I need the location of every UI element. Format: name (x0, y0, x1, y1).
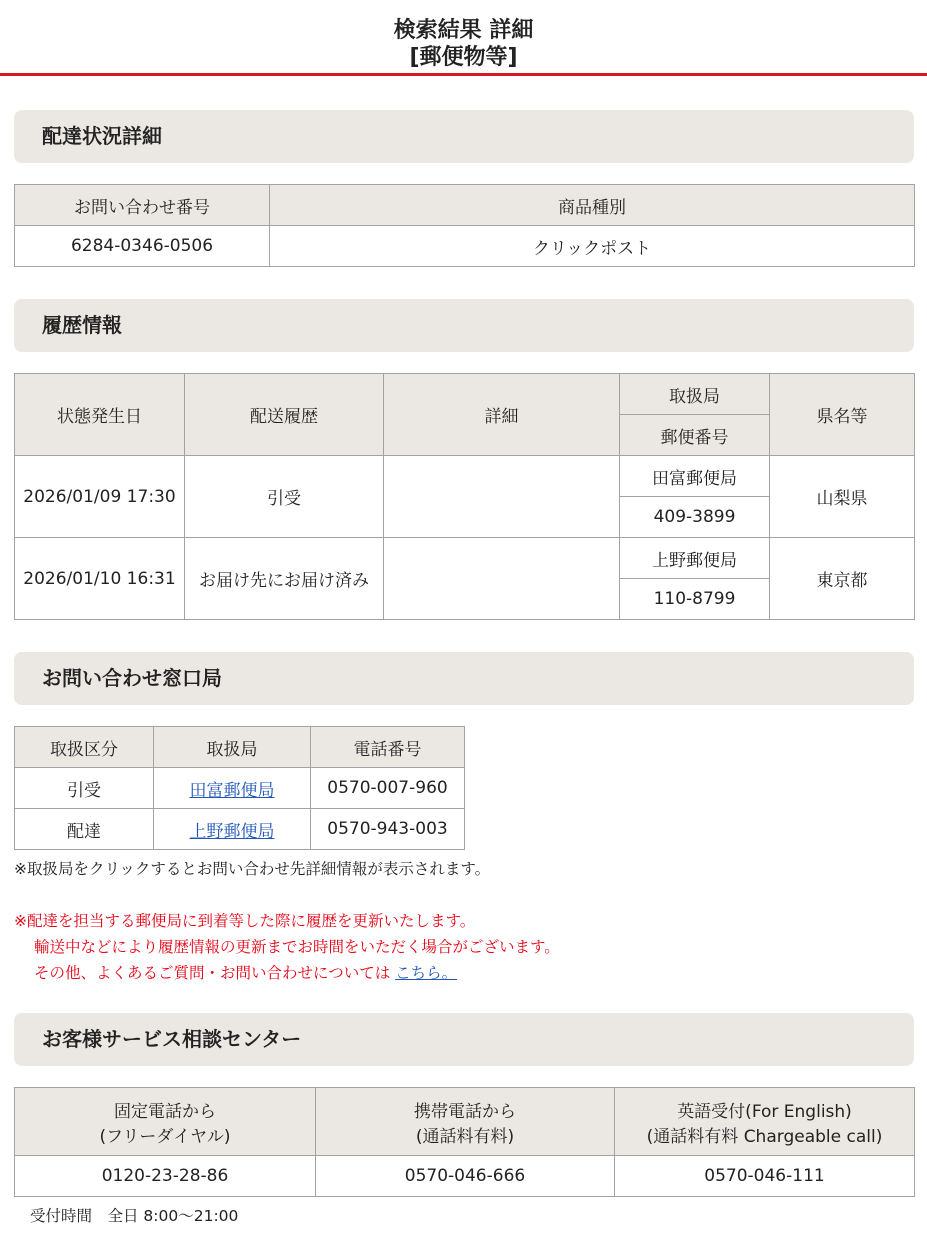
faq-link[interactable]: こちら。 (395, 964, 458, 982)
history-date: 2026/01/10 16:31 (15, 538, 185, 620)
update-notice-line3 (14, 960, 560, 986)
update-notice-line1: ※配達を担当する郵便局に到着等した際に履歴を更新いたします。 (14, 912, 476, 930)
header-english-line2: (通話料有料 Chargeable call) (646, 1126, 883, 1147)
header-mobile-line1: 携帯電話から (414, 1101, 516, 1122)
header-mobile-line2: (通話料有料) (415, 1126, 515, 1147)
office-cell (154, 768, 311, 809)
history-detail (384, 538, 620, 620)
header-prefecture: 県名等 (770, 374, 915, 456)
history-status: お届け先にお届け済み (185, 538, 384, 620)
mobile-number: 0570-046-666 (316, 1156, 615, 1197)
header-landline (15, 1088, 316, 1156)
header-tracking-number: お問い合わせ番号 (15, 185, 270, 226)
faq-text: その他、よくあるご質問・お問い合わせについては (34, 964, 391, 982)
table-row (15, 768, 465, 809)
table-row (15, 538, 915, 579)
header-product-type: 商品種別 (270, 185, 915, 226)
history-status: 引受 (185, 456, 384, 538)
header-date: 状態発生日 (15, 374, 185, 456)
office-cell (154, 809, 311, 850)
header-postal-code: 郵便番号 (620, 415, 770, 456)
history-prefecture: 東京都 (770, 538, 915, 620)
product-type: クリックポスト (270, 226, 915, 267)
service-hours: 受付時間 全日 8:00〜21:00 (30, 1207, 239, 1225)
history-table (14, 373, 915, 620)
delivery-table (14, 184, 915, 267)
history-postal-code: 409-3899 (620, 497, 770, 538)
header-mobile (316, 1088, 615, 1156)
header-history: 配送履歴 (185, 374, 384, 456)
header-handling-office: 取扱局 (154, 727, 311, 768)
section-contact-office: お問い合わせ窓口局 (14, 652, 914, 705)
header-detail: 詳細 (384, 374, 620, 456)
header-landline-line2: (フリーダイヤル) (99, 1126, 231, 1147)
header-handling-type: 取扱区分 (15, 727, 154, 768)
history-office: 上野郵便局 (620, 538, 770, 579)
office-link-ueno[interactable]: 上野郵便局 (189, 821, 275, 842)
history-date: 2026/01/09 17:30 (15, 456, 185, 538)
history-prefecture: 山梨県 (770, 456, 915, 538)
click-note: ※取扱局をクリックするとお問い合わせ先詳細情報が表示されます。 (14, 860, 491, 878)
header-office: 取扱局 (620, 374, 770, 415)
history-detail (384, 456, 620, 538)
landline-number: 0120-23-28-86 (15, 1156, 316, 1197)
history-office: 田富郵便局 (620, 456, 770, 497)
handling-type: 引受 (15, 768, 154, 809)
table-row (15, 1156, 915, 1197)
page-subtitle: [郵便物等] (409, 45, 518, 70)
office-link-tatomi[interactable]: 田富郵便局 (189, 780, 275, 801)
page-header (0, 0, 927, 76)
handling-type: 配達 (15, 809, 154, 850)
table-row (15, 456, 915, 497)
tracking-number: 6284-0346-0506 (15, 226, 270, 267)
office-phone: 0570-007-960 (311, 768, 465, 809)
header-english-line1: 英語受付(For English) (677, 1101, 852, 1122)
header-phone: 電話番号 (311, 727, 465, 768)
service-table (14, 1087, 915, 1197)
office-phone: 0570-943-003 (311, 809, 465, 850)
update-notice (14, 908, 560, 986)
contact-table (14, 726, 465, 850)
history-postal-code: 110-8799 (620, 579, 770, 620)
update-notice-line2: 輸送中などにより履歴情報の更新までお時間をいただく場合がございます。 (34, 938, 560, 956)
section-history: 履歴情報 (14, 299, 914, 352)
section-customer-service: お客様サービス相談センター (14, 1013, 914, 1066)
table-row (15, 809, 465, 850)
page-title: 検索結果 詳細 (393, 18, 534, 43)
english-number: 0570-046-111 (615, 1156, 915, 1197)
header-english (615, 1088, 915, 1156)
header-landline-line1: 固定電話から (114, 1101, 216, 1122)
section-delivery-status: 配達状況詳細 (14, 110, 914, 163)
